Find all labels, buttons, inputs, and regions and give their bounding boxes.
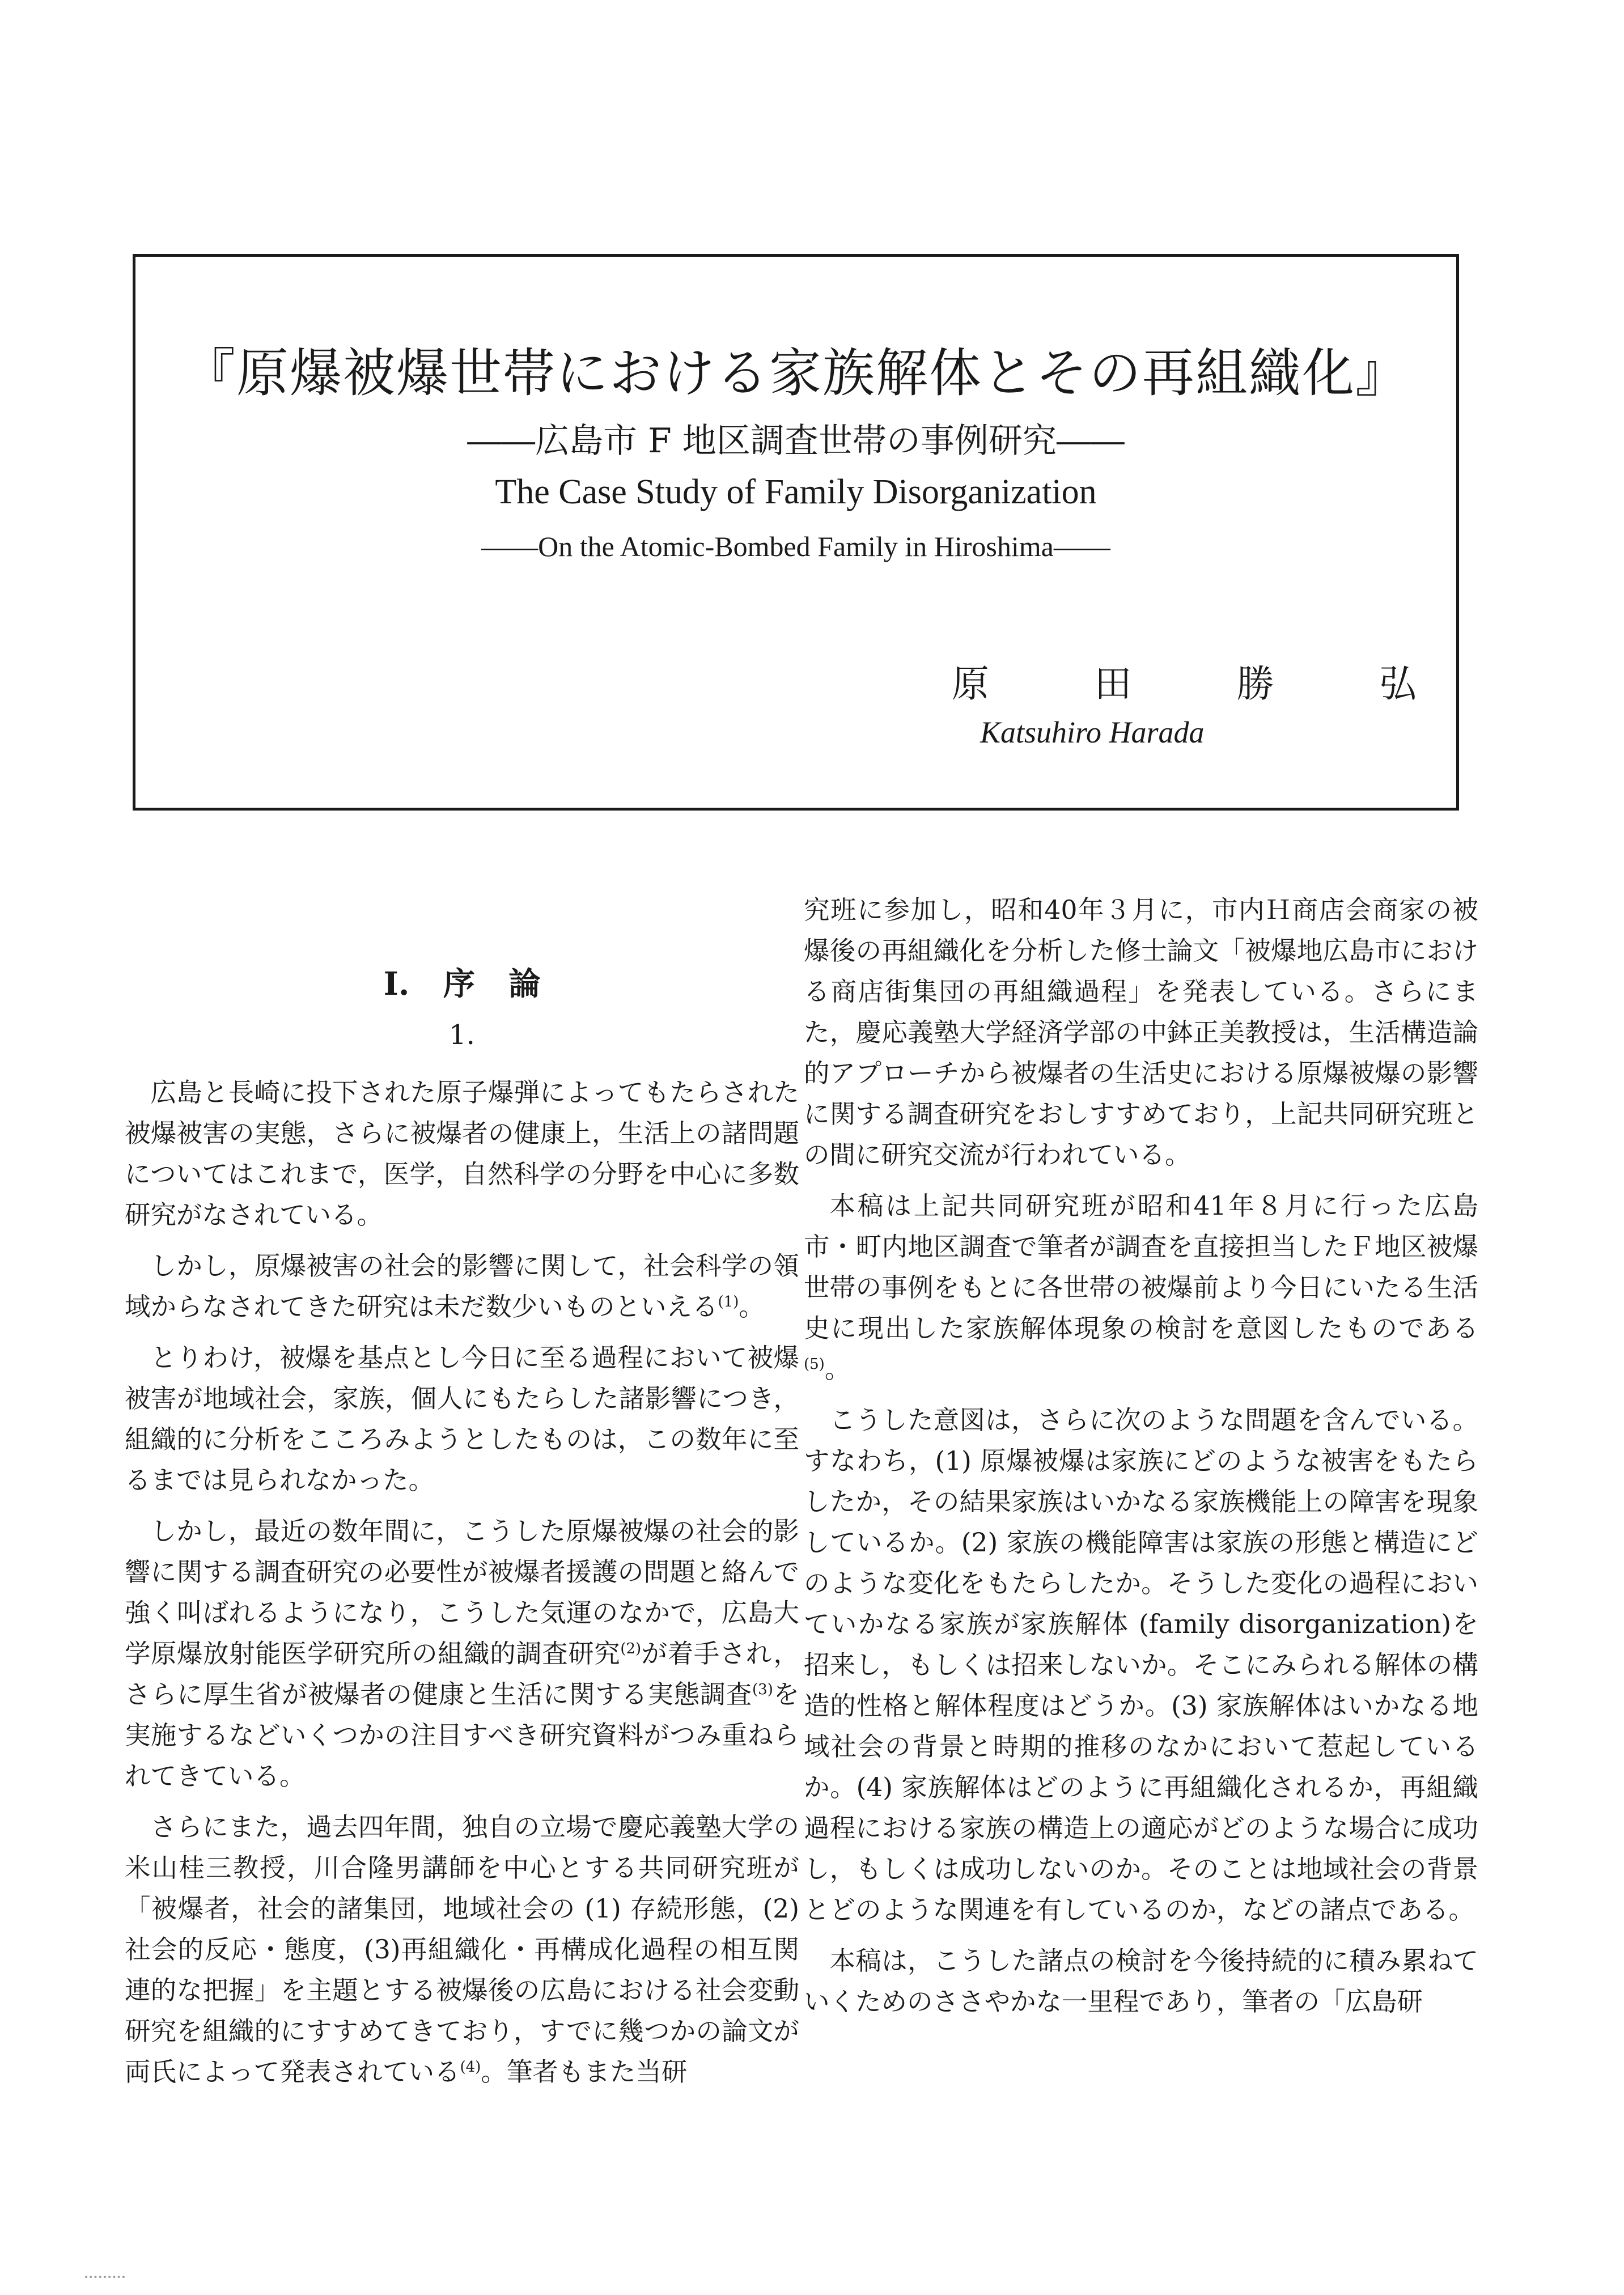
author-char: 勝 bbox=[1236, 662, 1274, 706]
article-subtitle-ja: ――広島市 F 地区調査世帯の事例研究―― bbox=[467, 421, 1125, 461]
article-subtitle-en: ――On the Atomic-Bombed Family in Hiroshima―― bbox=[481, 531, 1110, 562]
paragraph bbox=[125, 1511, 799, 1797]
footnote-ref: (2) bbox=[620, 1640, 642, 1657]
paragraph bbox=[125, 1807, 799, 2093]
paragraph-text: 。 bbox=[739, 1292, 765, 1322]
paragraph bbox=[125, 1246, 799, 1327]
author-char: 弘 bbox=[1379, 662, 1417, 706]
left-column bbox=[125, 890, 799, 2262]
article-title-en: The Case Study of Family Disorganization bbox=[495, 473, 1097, 511]
paragraph: とりわけ，被爆を基点とし今日に至る過程において被爆被害が地域社会，家族，個人にもたらした諸影響につき，組織的に分析をこころみようとしたものは，この数年に至るまでは見られなかった。 bbox=[125, 1343, 799, 1495]
author-name-en: Katsuhiro Harada bbox=[980, 715, 1205, 749]
paragraph-text: を実施するなどいくつかの注目すべき研究資料がつみ重ねられてきている。 bbox=[125, 1679, 799, 1791]
paragraph-text: 。 bbox=[824, 1354, 851, 1384]
paragraph: こうした意図は，さらに次のような問題を含んでいる。すなわち，(1) 原爆被爆は家族にどのような被害をもたらしたか，その結果家族はいかなる家族機能上の障害を現象しているか。(2) 家族の機能障害は家族の形態と構造にどのような変化をもたらしたか。そうした変化の過程においていかなる家族が家族解体 (family disorganization)を招来し，もしくは招来しないか。そこにみられる解体の構造的性格と解体程度はどうか。(3) 家族解体はいかなる地域社会の背景と時期的推移のなかにおいて惹起しているか。(4) 家族解体はどのように再組織化されるか，再組織過程における家族の構造上の適応がどのような場合に成功し，もしくは成功しないのか。そのことは地域社会の背景とどのような関連を有しているのか，などの諸点である。 bbox=[804, 1405, 1478, 1925]
paragraph bbox=[804, 1186, 1478, 1390]
paragraph-text: 本稿は上記共同研究班が昭和41年８月に行った広島市・町内地区調査で筆者が調査を直接担当したＦ地区被爆世帯の事例をもとに各世帯の被爆前より今日にいたる生活史に現出した家族解体現象の検討を意図したものである bbox=[804, 1191, 1478, 1343]
page-footer-mark bbox=[85, 2276, 125, 2284]
section-heading: I. 序 論 bbox=[383, 965, 541, 1003]
section-number: 1. bbox=[449, 1019, 475, 1051]
footnote-ref: (5) bbox=[804, 1355, 825, 1373]
right-column bbox=[804, 890, 1478, 2262]
footnote-ref: (4) bbox=[460, 2058, 481, 2076]
author-char: 田 bbox=[1094, 662, 1132, 706]
paragraph: 本稿は，こうした諸点の検討を今後持続的に積み累ねていくためのささやかな一里程であり，筆者の「広島研 bbox=[804, 1946, 1478, 2017]
author-name-ja bbox=[952, 654, 1417, 707]
author-char: 原 bbox=[952, 662, 989, 706]
article-title-ja: 『原爆被爆世帯における家族解体とその再組織化』 bbox=[183, 343, 1409, 404]
paragraph: 究班に参加し，昭和40年３月に，市内Ｈ商店会商家の被爆後の再組織化を分析した修士論文「被爆地広島市における商店街集団の再組織過程」を発表している。さらにまた，慶応義塾大学経済学部の中鉢正美教授は，生活構造論的アプローチから被爆者の生活史における原爆被爆の影響に関する調査研究をおしすすめており，上記共同研究班との間に研究交流が行われている。 bbox=[804, 895, 1478, 1170]
paragraph-text: さらにまた，過去四年間，独自の立場で慶応義塾大学の米山桂三教授，川合隆男講師を中心とする共同研究班が「被爆者，社会的諸集団，地域社会の (1) 存続形態，(2)社会的反応・態度，(3)再組織化・再構成化過程の相互関連的な把握」を主題とする被爆後の広島における社会変動研究を組織的にすすめてきており，すでに幾つかの論文が両氏によって発表されている bbox=[125, 1812, 799, 2087]
paragraph-text: しかし，最近の数年間に，こうした原爆被爆の社会的影響に関する調査研究の必要性が被爆者援護の問題と絡んで強く叫ばれるようになり，こうした気運のなかで，広島大学原爆放射能医学研究所の組織的調査研究 bbox=[125, 1516, 799, 1669]
paragraph-text: しかし，原爆被害の社会的影響に関して，社会科学の領域からなされてきた研究は未だ数少いものといえる bbox=[125, 1251, 799, 1322]
paragraph-text: が着手され，さらに厚生省が被爆者の健康と生活に関する実態調査 bbox=[125, 1639, 799, 1709]
title-box bbox=[133, 254, 1459, 811]
paragraph-text: 。筆者もまた当研 bbox=[481, 2057, 688, 2087]
paragraph: 広島と長崎に投下された原子爆弾によってもたらされた被爆被害の実態，さらに被爆者の健康上，生活上の諸問題についてはこれまで，医学，自然科学の分野を中心に多数研究がなされている。 bbox=[125, 1077, 799, 1230]
footnote-ref: (1) bbox=[718, 1293, 739, 1310]
footnote-ref: (3) bbox=[752, 1681, 773, 1698]
